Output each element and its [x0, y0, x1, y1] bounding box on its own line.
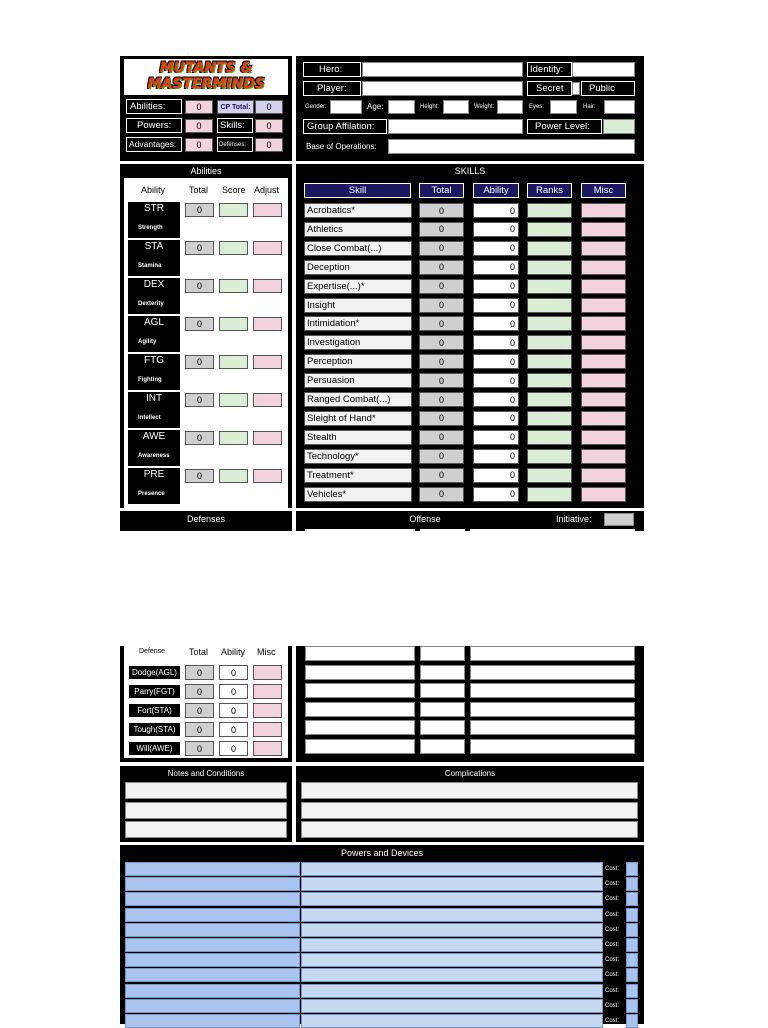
defense-ability: 0 — [219, 741, 248, 756]
abilities-cp[interactable]: 0 — [185, 100, 213, 114]
skill-name: Acrobatics* — [304, 203, 412, 218]
ability-abbr: DEX — [143, 279, 165, 290]
ability-adjust[interactable] — [253, 241, 282, 255]
abilities-col-ability: Ability — [141, 185, 166, 195]
skill-ranks[interactable] — [527, 203, 572, 218]
skills-col-ranks: Ranks — [527, 183, 572, 198]
defenses-cp-label: Defenses: — [219, 142, 247, 148]
skill-ranks[interactable] — [527, 392, 572, 407]
defenses-col-total: Total — [189, 647, 209, 657]
defense-total: 0 — [185, 741, 214, 756]
age-field[interactable] — [388, 100, 415, 114]
power-cost-field[interactable] — [626, 877, 638, 891]
power-name-field[interactable] — [125, 984, 300, 998]
skill-ranks[interactable] — [527, 335, 572, 350]
player-field[interactable] — [362, 81, 523, 96]
power-cost-field[interactable] — [626, 968, 638, 982]
age-label: Age: — [367, 102, 384, 111]
skill-name: Ranged Combat(...) — [304, 392, 412, 407]
skill-ability: 0 — [473, 449, 519, 464]
power-cost-field[interactable] — [626, 1014, 638, 1028]
offense-attack-field[interactable] — [305, 665, 415, 680]
offense-bonus-field[interactable] — [420, 683, 465, 698]
cp-total-value[interactable]: 0 — [255, 100, 283, 114]
skill-ability: 0 — [473, 487, 519, 502]
power-name-field[interactable] — [125, 862, 300, 876]
offense-attack-field[interactable] — [305, 739, 415, 754]
defense-name: Parry(FGT) — [128, 684, 181, 699]
skill-name: Stealth — [304, 430, 412, 445]
offense-bonus-field[interactable] — [420, 720, 465, 735]
power-description-field[interactable] — [301, 892, 603, 906]
power-cost-field[interactable] — [626, 999, 638, 1013]
power-name-field[interactable] — [125, 892, 300, 906]
power-cost-label: Cost: — [605, 896, 620, 903]
gender-label: Gender: — [305, 104, 327, 110]
offense-panel-header — [296, 511, 644, 531]
skill-ability: 0 — [473, 373, 519, 388]
skill-ability: 0 — [473, 430, 519, 445]
group-affiliation-field[interactable] — [388, 119, 523, 134]
ability-total: 0 — [185, 241, 214, 255]
offense-bonus-field[interactable] — [420, 702, 465, 717]
ability-adjust[interactable] — [253, 279, 282, 293]
logo-line1: MUTANTS & — [159, 60, 253, 76]
initiative-label: Initiative: — [556, 514, 592, 524]
ability-score[interactable] — [219, 469, 248, 483]
skill-name: Persuasion — [304, 373, 412, 388]
ability-abbr: STA — [144, 241, 164, 252]
skill-misc[interactable] — [581, 222, 626, 237]
skill-name: Athletics — [304, 222, 412, 237]
skill-total: 0 — [419, 298, 464, 313]
skill-misc[interactable] — [581, 335, 626, 350]
power-cost-field[interactable] — [626, 862, 638, 876]
public-option[interactable]: Public — [589, 83, 615, 94]
ability-score[interactable] — [219, 431, 248, 445]
skill-misc[interactable] — [581, 449, 626, 464]
defense-misc[interactable] — [253, 684, 282, 699]
skill-ability: 0 — [473, 222, 519, 237]
power-cost-field[interactable] — [626, 984, 638, 998]
defense-total: 0 — [185, 703, 214, 718]
skill-ranks[interactable] — [527, 468, 572, 483]
defense-name: Will(AWE) — [128, 741, 181, 756]
skill-misc[interactable] — [581, 487, 626, 502]
skill-name: Expertise(...)* — [304, 279, 412, 294]
power-name-field[interactable] — [125, 1014, 300, 1028]
weight-field[interactable] — [497, 100, 523, 114]
skill-misc[interactable] — [581, 203, 626, 218]
skill-total: 0 — [419, 449, 464, 464]
skill-misc[interactable] — [581, 430, 626, 445]
player-label: Player: — [317, 83, 347, 94]
ability-name: Agility — [138, 339, 157, 345]
defenses-title: Defenses — [186, 514, 226, 524]
hair-field[interactable] — [604, 100, 635, 114]
offense-effect-field[interactable] — [470, 720, 635, 735]
skills-col-total: Total — [419, 183, 464, 198]
skill-total: 0 — [419, 260, 464, 275]
skill-total: 0 — [419, 373, 464, 388]
secret-public-toggle[interactable] — [572, 82, 580, 95]
power-cost-label: Cost: — [605, 926, 620, 933]
skill-ranks[interactable] — [527, 241, 572, 256]
skill-total: 0 — [419, 279, 464, 294]
powers-cp[interactable]: 0 — [185, 119, 213, 133]
complications-line[interactable] — [301, 802, 638, 819]
power-name-field[interactable] — [125, 953, 300, 967]
power-description-field[interactable] — [301, 938, 603, 952]
ability-total: 0 — [185, 469, 214, 483]
ability-score[interactable] — [219, 355, 248, 369]
ability-abbr: FTG — [144, 355, 164, 366]
skills-col-ability: Ability — [473, 183, 519, 198]
skill-total: 0 — [419, 203, 464, 218]
defense-misc[interactable] — [253, 722, 282, 737]
power-cost-label: Cost: — [605, 942, 620, 948]
skill-ranks[interactable] — [527, 354, 572, 369]
offense-bonus-field[interactable] — [420, 665, 465, 680]
gender-field[interactable] — [330, 100, 362, 114]
skill-misc[interactable] — [581, 411, 626, 426]
skill-total: 0 — [419, 335, 464, 350]
power-cost-label: Cost: — [605, 866, 620, 872]
ability-total: 0 — [185, 431, 214, 445]
skill-misc[interactable] — [581, 373, 626, 388]
group-affiliation-label: Group Affilation: — [307, 121, 375, 132]
skill-ranks[interactable] — [527, 430, 572, 445]
skill-name: Insight — [304, 298, 412, 313]
skill-ranks[interactable] — [527, 449, 572, 464]
power-cost-label: Cost: — [605, 911, 620, 918]
skill-total: 0 — [419, 316, 464, 331]
skill-name: Treatment* — [304, 468, 412, 483]
skill-total: 0 — [419, 430, 464, 445]
ability-name: Fighting — [138, 377, 162, 383]
skill-ranks[interactable] — [527, 222, 572, 237]
power-level-field[interactable] — [603, 119, 635, 134]
ability-name: Dexterity — [138, 301, 164, 307]
logo-line2: MASTERMINDS — [147, 76, 265, 92]
offense-attack-field[interactable] — [305, 702, 415, 717]
secret-option[interactable]: Secret — [536, 83, 564, 94]
defense-name: Fort(STA) — [128, 703, 181, 718]
skill-total: 0 — [419, 392, 464, 407]
notes-line[interactable] — [125, 821, 287, 838]
skill-ranks[interactable] — [527, 298, 572, 313]
skill-total: 0 — [419, 487, 464, 502]
offense-attack-field[interactable] — [305, 720, 415, 735]
defense-total: 0 — [185, 665, 214, 680]
eyes-label: Eyes: — [529, 104, 545, 110]
skill-ranks[interactable] — [527, 373, 572, 388]
skill-ability: 0 — [473, 241, 519, 256]
offense-attack-field[interactable] — [305, 683, 415, 698]
defenses-col-misc: Misc — [257, 647, 276, 657]
ability-adjust[interactable] — [253, 469, 282, 483]
power-cost-field[interactable] — [626, 923, 638, 937]
power-description-field[interactable] — [301, 984, 603, 998]
skill-name: Perception — [304, 354, 412, 369]
power-cost-label: Cost: — [605, 972, 620, 979]
defenses-col-ability: Ability — [221, 647, 246, 657]
skill-ability: 0 — [473, 468, 519, 483]
skills-cp-label: Skills: — [220, 120, 245, 131]
defense-total: 0 — [185, 722, 214, 737]
power-cost-label: Cost: — [605, 1018, 620, 1024]
power-name-field[interactable] — [125, 999, 300, 1013]
weight-label: Weight: — [474, 104, 495, 110]
skill-misc[interactable] — [581, 392, 626, 407]
offense-effect-field[interactable] — [470, 646, 635, 661]
skill-ranks[interactable] — [527, 260, 572, 275]
base-of-operations-label: Base of Operations: — [306, 142, 377, 151]
defense-ability: 0 — [219, 665, 248, 680]
ability-total: 0 — [185, 317, 214, 331]
abilities-col-total: Total — [189, 185, 209, 195]
power-cost-field[interactable] — [626, 938, 638, 952]
skill-name: Technology* — [304, 449, 412, 464]
ability-adjust[interactable] — [253, 393, 282, 407]
skills-cp[interactable]: 0 — [255, 119, 283, 133]
defense-misc[interactable] — [253, 741, 282, 756]
height-label: Height: — [420, 104, 440, 110]
offense-title: Offense — [409, 514, 441, 524]
power-cost-label: Cost: — [605, 957, 620, 964]
ability-adjust[interactable] — [253, 355, 282, 369]
skill-ranks[interactable] — [527, 487, 572, 502]
power-name-field[interactable] — [125, 908, 300, 922]
skill-total: 0 — [419, 354, 464, 369]
defense-name: Tough(STA) — [128, 722, 181, 737]
power-level-label: Power Level: — [535, 121, 590, 132]
skill-ability: 0 — [473, 279, 519, 294]
skill-misc[interactable] — [581, 316, 626, 331]
skill-ability: 0 — [473, 354, 519, 369]
power-name-field[interactable] — [125, 968, 300, 982]
identity-field[interactable] — [572, 62, 635, 77]
power-description-field[interactable] — [301, 968, 603, 982]
power-description-field[interactable] — [301, 1014, 603, 1028]
skill-ability: 0 — [473, 335, 519, 350]
power-cost-field[interactable] — [626, 908, 638, 922]
power-cost-field[interactable] — [626, 892, 638, 906]
advantages-cp[interactable]: 0 — [185, 138, 213, 152]
ability-name: Intellect — [138, 415, 161, 421]
skill-ranks[interactable] — [527, 279, 572, 294]
offense-effect-field[interactable] — [470, 665, 635, 680]
defenses-col-defense: Defense — [139, 648, 166, 655]
ability-score[interactable] — [219, 241, 248, 255]
ability-adjust[interactable] — [253, 317, 282, 331]
power-name-field[interactable] — [125, 938, 300, 952]
skill-misc[interactable] — [581, 279, 626, 294]
offense-bonus-field[interactable] — [420, 739, 465, 754]
offense-effect-field[interactable] — [470, 702, 635, 717]
offense-effect-field[interactable] — [470, 683, 635, 698]
ability-abbr: AWE — [142, 431, 166, 442]
ability-name: Presence — [138, 491, 165, 497]
ability-abbr: PRE — [143, 469, 165, 480]
skill-ability: 0 — [473, 203, 519, 218]
hair-label: Hair: — [583, 104, 596, 110]
notes-line[interactable] — [125, 802, 287, 819]
skill-misc[interactable] — [581, 241, 626, 256]
abilities-col-adjust: Adjust — [254, 185, 280, 195]
skill-ranks[interactable] — [527, 316, 572, 331]
notes-title: Notes and Conditions — [167, 769, 245, 778]
ability-score[interactable] — [219, 393, 248, 407]
power-description-field[interactable] — [301, 877, 603, 891]
power-cost-field[interactable] — [626, 953, 638, 967]
cp-total-label: CP Total: — [217, 100, 254, 114]
ability-adjust[interactable] — [253, 203, 282, 217]
skill-name: Intimidation* — [304, 316, 412, 331]
height-field[interactable] — [443, 100, 469, 114]
skill-ability: 0 — [473, 392, 519, 407]
skills-col-misc: Misc — [581, 183, 626, 198]
ability-total: 0 — [185, 203, 214, 217]
abilities-col-score: Score — [222, 185, 246, 195]
power-cost-label: Cost: — [605, 987, 620, 994]
offense-attack-field[interactable] — [305, 646, 415, 661]
skill-ability: 0 — [473, 316, 519, 331]
complications-line[interactable] — [301, 821, 638, 838]
power-description-field[interactable] — [301, 953, 603, 967]
skill-total: 0 — [419, 411, 464, 426]
power-description-field[interactable] — [301, 999, 603, 1013]
ability-abbr: INT — [145, 393, 163, 404]
ability-total: 0 — [185, 393, 214, 407]
initiative-field[interactable] — [604, 513, 634, 526]
offense-bonus-field[interactable] — [420, 646, 465, 661]
ability-abbr: AGL — [143, 317, 164, 328]
power-cost-label: Cost: — [605, 881, 620, 888]
ability-name: Awareness — [138, 453, 170, 459]
skill-name: Vehicles* — [304, 487, 412, 502]
hero-label: Hero: — [319, 64, 343, 75]
defense-name: Dodge(AGL) — [128, 665, 181, 680]
notes-line[interactable] — [125, 782, 287, 799]
defense-ability: 0 — [219, 703, 248, 718]
skill-ability: 0 — [473, 298, 519, 313]
eyes-field[interactable] — [550, 100, 577, 114]
abilities-title: Abilities — [190, 166, 222, 176]
skill-misc[interactable] — [581, 354, 626, 369]
powers-title: Powers and Devices — [340, 848, 424, 858]
skills-title: SKILLS — [454, 166, 486, 176]
ability-adjust[interactable] — [253, 431, 282, 445]
ability-total: 0 — [185, 355, 214, 369]
power-cost-label: Cost: — [605, 1002, 620, 1009]
skill-total: 0 — [419, 468, 464, 483]
defense-misc[interactable] — [253, 665, 282, 680]
complications-line[interactable] — [301, 782, 638, 799]
ability-name: Stamina — [138, 263, 162, 269]
skill-misc[interactable] — [581, 468, 626, 483]
ability-score[interactable] — [219, 317, 248, 331]
ability-score[interactable] — [219, 203, 248, 217]
skill-total: 0 — [419, 241, 464, 256]
defense-misc[interactable] — [253, 703, 282, 718]
power-description-field[interactable] — [301, 862, 603, 876]
power-description-field[interactable] — [301, 908, 603, 922]
skill-name: Sleight of Hand* — [304, 411, 412, 426]
power-description-field[interactable] — [301, 923, 603, 937]
base-of-operations-field[interactable] — [388, 139, 635, 154]
ability-score[interactable] — [219, 279, 248, 293]
skills-col-skill: Skill — [304, 183, 411, 198]
complications-title: Complications — [444, 769, 496, 778]
offense-effect-field[interactable] — [470, 739, 635, 754]
defenses-cp[interactable]: 0 — [255, 138, 283, 152]
skill-misc[interactable] — [581, 298, 626, 313]
skill-ability: 0 — [473, 411, 519, 426]
skill-name: Investigation — [304, 335, 412, 350]
skill-name: Close Combat(...) — [304, 241, 412, 256]
skill-ranks[interactable] — [527, 411, 572, 426]
ability-abbr: STR — [144, 203, 164, 214]
power-name-field[interactable] — [125, 877, 300, 891]
hero-field[interactable] — [362, 62, 523, 77]
defense-ability: 0 — [219, 684, 248, 699]
ability-total: 0 — [185, 279, 214, 293]
skill-ability: 0 — [473, 260, 519, 275]
skill-total: 0 — [419, 222, 464, 237]
ability-name: Strength — [138, 225, 163, 231]
skill-misc[interactable] — [581, 260, 626, 275]
defense-ability: 0 — [219, 722, 248, 737]
skill-name: Deception — [304, 260, 412, 275]
defense-total: 0 — [185, 684, 214, 699]
identity-label: Identity: — [530, 64, 564, 75]
power-name-field[interactable] — [125, 923, 300, 937]
